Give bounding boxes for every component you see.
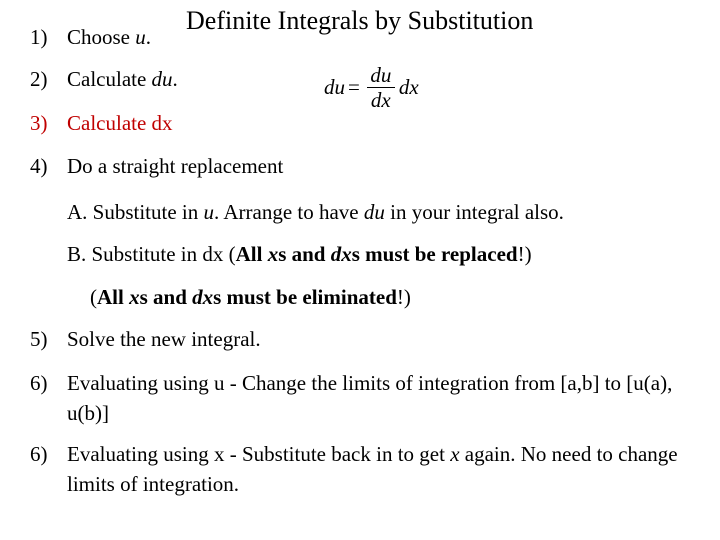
step-text: Do a straight replacement: [67, 154, 284, 178]
step-text: Evaluating using u - Change the limits of integration from [a,b] to [u(a), u(b)]: [67, 371, 673, 425]
step-text: [67, 64, 178, 94]
step-text-part: .: [145, 25, 151, 49]
formula-fraction: [367, 64, 395, 111]
variable-x: x: [129, 285, 140, 309]
substep-text-part: (: [90, 285, 97, 309]
substep-text-part: !): [396, 285, 411, 309]
formula-rhs: dx: [398, 75, 419, 99]
formula-equals: =: [348, 75, 360, 99]
variable-du: du: [151, 67, 173, 91]
derivative-formula: [324, 64, 419, 111]
substep-text-part: . Arrange to have: [214, 200, 364, 224]
substep-bold-part: s and: [278, 242, 331, 266]
substep-bold-part: All: [235, 242, 268, 266]
step-text-part: Choose: [67, 25, 136, 49]
substep-bold-part: s must be eliminated: [213, 285, 397, 309]
substep-bold-part: s and: [139, 285, 193, 309]
fraction-numerator: du: [370, 63, 392, 87]
variable-x: x: [450, 442, 460, 466]
substep-bold-part: s must be replaced: [351, 242, 518, 266]
step-number: 5): [30, 327, 48, 351]
variable-dx: dx: [192, 285, 214, 309]
substep-b: [67, 242, 532, 267]
fraction-denominator: dx: [370, 88, 391, 112]
step-number: 4): [30, 154, 48, 178]
step-text: Solve the new integral.: [67, 327, 261, 351]
variable-u: u: [135, 25, 146, 49]
step-number: 6): [30, 371, 48, 395]
step-text-part: Calculate: [67, 67, 152, 91]
step-text: [67, 439, 707, 499]
step-text-part: .: [172, 67, 178, 91]
step-number: 2): [30, 67, 48, 91]
step-number: 6): [30, 442, 48, 466]
variable-du: du: [363, 200, 385, 224]
variable-dx: dx: [330, 242, 352, 266]
substep-bold-part: All: [97, 285, 130, 309]
page-title: Definite Integrals by Substitution: [186, 6, 534, 35]
step-text: [67, 22, 151, 52]
step-text-part: Evaluating using x - Substitute back in to get: [67, 442, 451, 466]
substep-c: [90, 285, 411, 310]
variable-x: x: [267, 242, 279, 266]
step-number: 3): [30, 111, 48, 135]
step-text: Calculate dx: [67, 111, 173, 135]
substep-text-part: A. Substitute in: [67, 200, 204, 224]
formula-lhs: du: [324, 75, 345, 99]
substep-text-part: B. Substitute in dx (: [67, 242, 236, 266]
variable-u: u: [203, 200, 215, 224]
substep-a: [67, 200, 564, 225]
substep-text-part: !): [517, 242, 532, 266]
step-number: 1): [30, 25, 48, 49]
step-text-part: again. No need to change limits of integration.: [67, 442, 678, 496]
substep-text-part: in your integral also.: [384, 200, 564, 224]
